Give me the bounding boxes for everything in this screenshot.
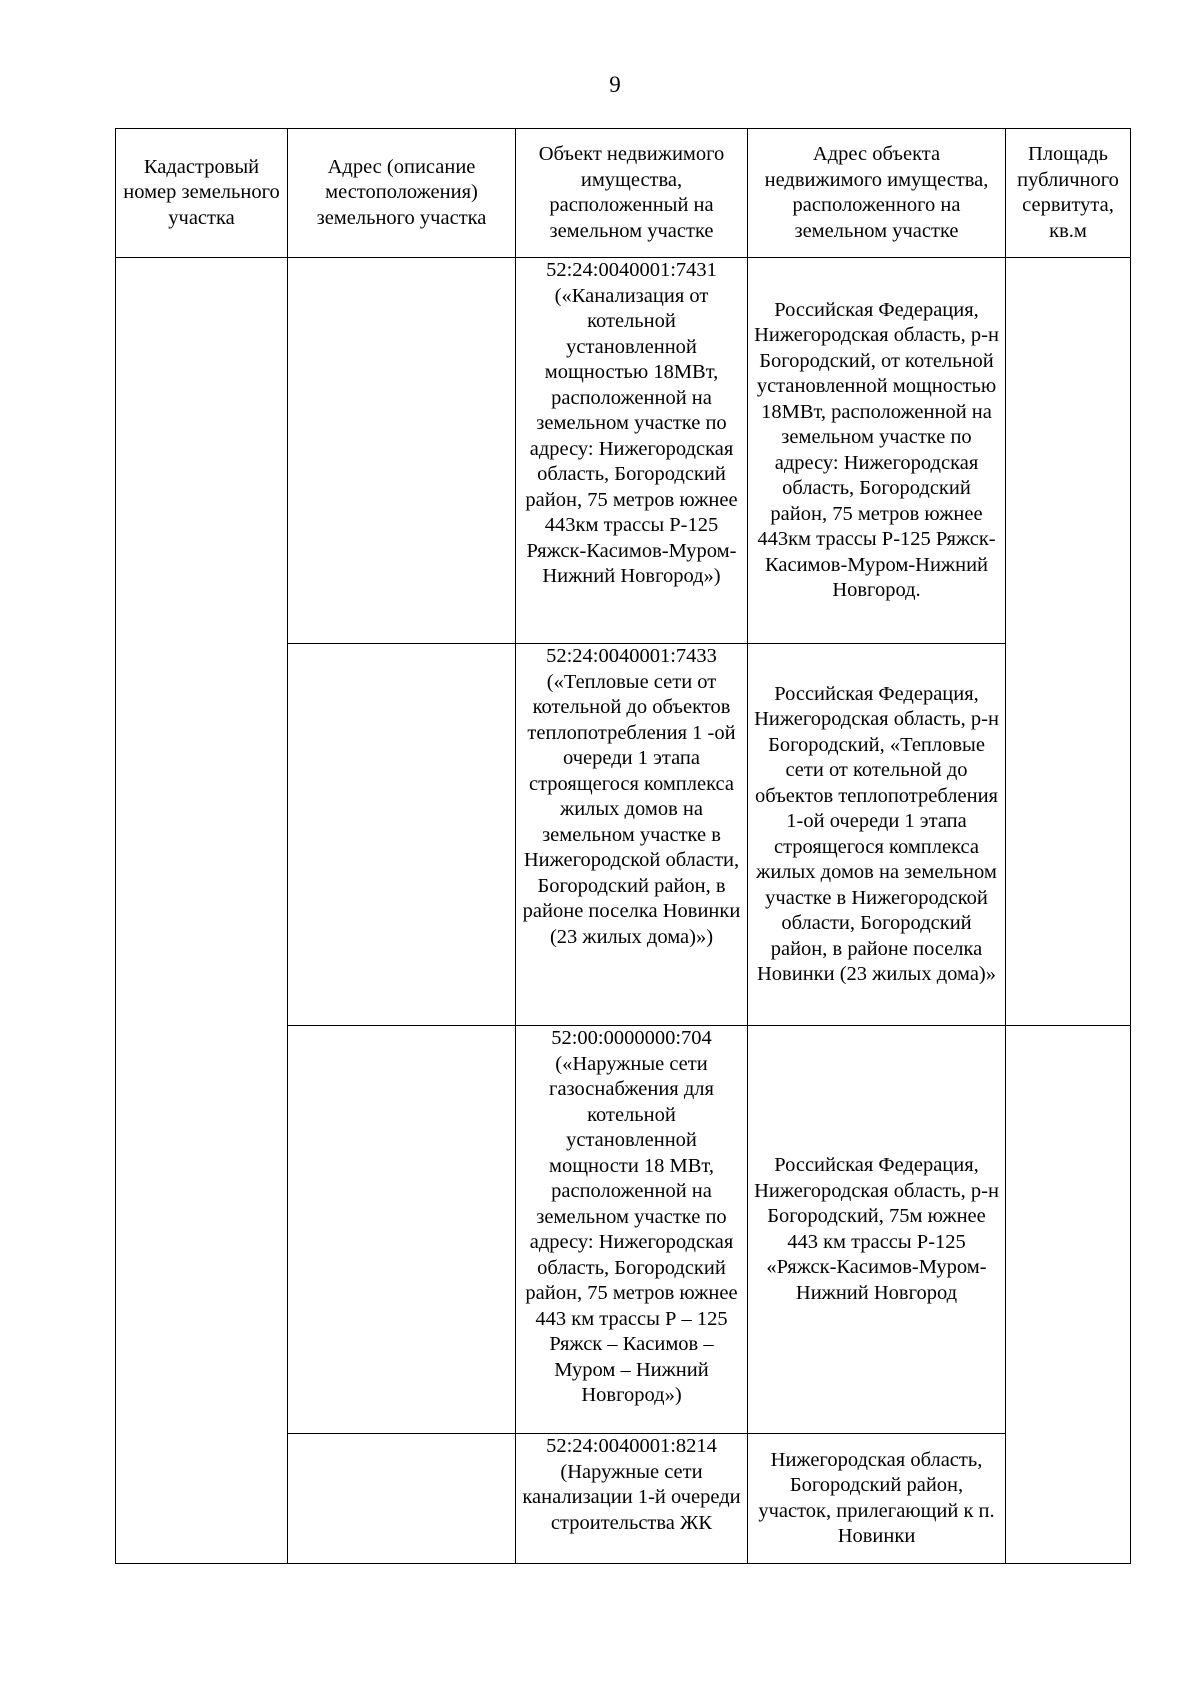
property-object-cell: 52:00:0000000:704 («Наружные сети газоснабжения для котельной установленной мощности 18 МВт, расположенной на земельном участке по адресу: Нижегородская область, Богородский район, 75 метров южнее 443 км трассы Р – 125 Ряжск – Касимов – Муром – Нижний Новгород») [516, 1026, 748, 1434]
land-address-cell [288, 1026, 516, 1434]
object-address-cell: Российская Федерация, Нижегородская область, р-н Богородский, от котельной установленной мощностью 18МВт, расположенной на земельном участке по адресу: Нижегородская область, Богородский район, 75 метров южнее 443км трассы Р-125 Ряжск-Касимов-Муром-Нижний Новгород. [748, 258, 1006, 644]
header-object-address: Адрес объекта недвижимого имущества, расположенного на земельном участке [748, 129, 1006, 258]
header-land-address: Адрес (описание местоположения) земельного участка [288, 129, 516, 258]
land-address-cell [288, 258, 516, 644]
property-object-cell: 52:24:0040001:7433 («Тепловые сети от котельной до объектов теплопотребления 1 -ой очереди 1 этапа строящегося комплекса жилых домов на земельном участке в Нижегородской области, Богородский район, в районе поселка Новинки (23 жилых дома)») [516, 644, 748, 1026]
object-address-cell: Российская Федерация, Нижегородская область, р-н Богородский, «Тепловые сети от котельной до объектов теплопотребления 1-ой очереди 1 этапа строящегося комплекса жилых домов на земельном участке в Нижегородской области, Богородский район, в районе поселка Новинки (23 жилых дома)» [748, 644, 1006, 1026]
table-header-row [116, 129, 1131, 258]
header-property-object: Объект недвижимого имущества, расположенный на земельном участке [516, 129, 748, 258]
object-address-cell: Российская Федерация, Нижегородская область, р-н Богородский, 75м южнее 443 км трассы Р-125 «Ряжск-Касимов-Муром-Нижний Новгород [748, 1026, 1006, 1434]
header-cadastral-number: Кадастровый номер земельного участка [116, 129, 288, 258]
cadastral-number-cell [116, 258, 288, 1564]
land-address-cell [288, 644, 516, 1026]
header-easement-area: Площадь публичного сервитута, кв.м [1006, 129, 1131, 258]
land-address-cell [288, 1434, 516, 1564]
easement-table [115, 128, 1131, 1564]
page-number: 9 [609, 72, 621, 97]
object-address-cell: Нижегородская область, Богородский район, участок, прилегающий к п. Новинки [748, 1434, 1006, 1564]
property-object-cell: 52:24:0040001:7431 («Канализация от котельной установленной мощностью 18МВт, расположенной на земельном участке по адресу: Нижегородская область, Богородский район, 75 метров южнее 443км трассы Р-125 Ряжск-Касимов-Муром-Нижний Новгород») [516, 258, 748, 644]
easement-area-cell [1006, 1026, 1131, 1564]
property-object-cell: 52:24:0040001:8214 (Наружные сети канализации 1-й очереди строительства ЖК [516, 1434, 748, 1564]
easement-area-cell [1006, 258, 1131, 1026]
table-row [116, 258, 1131, 644]
